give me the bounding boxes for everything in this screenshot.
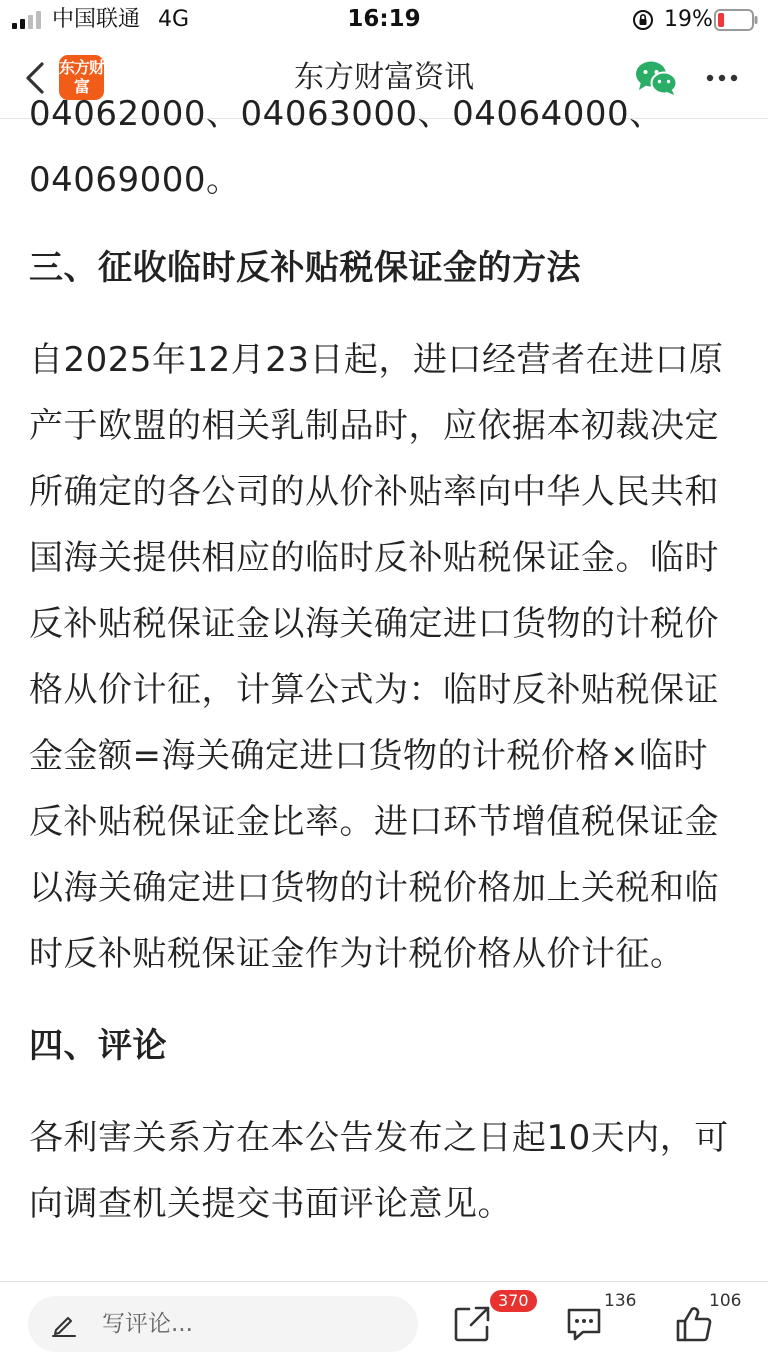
- pen-icon: [50, 1310, 78, 1338]
- article-content: [29, 81, 741, 1237]
- bottom-action-bar: [0, 1281, 768, 1367]
- section-3-paragraph: 自2025年12月23日起，进口经营者在进口原产于欧盟的相关乳制品时，应依据本初裁决定所确定的各公司的从价补贴率向中华人民共和国海关提供相应的临时反补贴税保证金。临时反补贴税保证金以海关确定进口货物的计税价格从价计征，计算公式为：临时反补贴税保证金金额=海关确定进口货物的计税价格×临时反补贴税保证金比率。进口环节增值税保证金以海关确定进口货物的计税价格加上关税和临时反补贴税保证金作为计税价格从价计征。: [29, 340, 724, 974]
- comments-icon[interactable]: [564, 1304, 604, 1344]
- network-type: 4G: [158, 7, 190, 32]
- article-codes-partial: 04062000、04063000、04064000、: [29, 94, 664, 134]
- clock: 16:19: [347, 6, 421, 32]
- share-icon[interactable]: [452, 1304, 492, 1344]
- section-heading-3: 三、征收临时反补贴税保证金的方法: [29, 248, 581, 288]
- comment-count: 136: [604, 1291, 637, 1311]
- section-4-paragraph: 各利害关系方在本公告发布之日起10天内，可向调查机关提交书面评论意见。: [29, 1118, 729, 1224]
- page-title: 东方财富资讯: [294, 60, 474, 95]
- carrier-name: 中国联通: [52, 7, 141, 32]
- share-count-badge: 370: [490, 1290, 537, 1312]
- rotation-lock-icon: [632, 9, 654, 31]
- comment-placeholder: 写评论...: [102, 1311, 193, 1337]
- app-logo: 东方财富: [59, 55, 104, 100]
- article-codes-tail: 04069000。: [29, 160, 241, 200]
- status-bar: [0, 0, 768, 40]
- battery-icon: [714, 9, 758, 31]
- thumbs-up-icon[interactable]: [674, 1304, 714, 1344]
- section-heading-4: 四、评论: [29, 1026, 167, 1066]
- article-body: [0, 94, 768, 1281]
- comment-input[interactable]: [28, 1296, 418, 1352]
- battery-percent: 19%: [664, 7, 713, 32]
- like-count: 106: [709, 1291, 742, 1311]
